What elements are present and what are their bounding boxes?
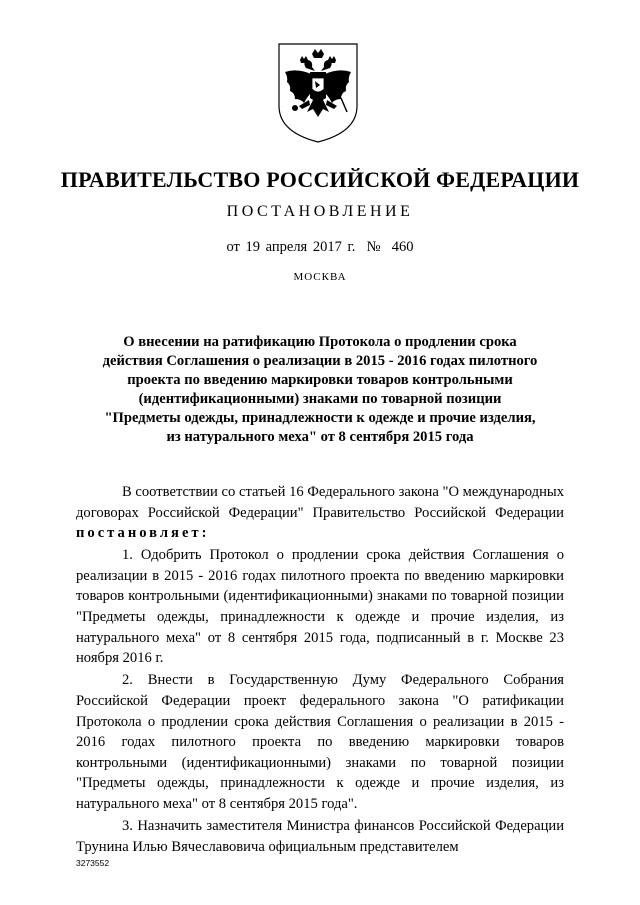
document-type: ПОСТАНОВЛЕНИЕ — [226, 203, 414, 220]
heading-line: (идентификационными) знаками по товарной позиции — [138, 391, 502, 407]
government-title: ПРАВИТЕЛЬСТВО РОССИЙСКОЙ ФЕДЕРАЦИИ — [60, 167, 580, 192]
item-2-paragraph: 2. Внести в Государственную Думу Федерального Собрания Российской Федерации проект федерального закона "О ратификации Протокола о продлении срока действия Соглашения о реализации в 2015 - 2016 годах пилотного проекта по введению маркировки товаров контрольными (идентификационными) знаками по товарной позиции "Предметы одежды, принадлежности к одежде и прочие изделия, из натурального меха" от 8 сентября 2015 года". — [76, 672, 564, 812]
heading-line: из натурального меха" от 8 сентября 2015 года — [166, 429, 474, 445]
intro-text: В соответствии со статьей 16 Федерального закона "О международных договорах Российской Федерации" Правительство Российской Федерации — [76, 484, 564, 521]
item-1-paragraph: 1. Одобрить Протокол о продлении срока действия Соглашения о реализации в 2015 - 2016 годах пилотного проекта по введению маркировки товаров контрольными (идентификационными) знаками по товарной позиции "Предметы одежды, принадлежности к одежде и прочие изделия, из натурального меха" от 8 сентября 2015 года, подписанный в г. Москве 23 ноября 2016 г. — [76, 547, 564, 667]
coat-of-arms-icon — [275, 40, 361, 146]
heading-line: действия Соглашения о реализации в 2015 - 2016 годах пилотного — [102, 353, 538, 369]
document-body — [76, 482, 564, 859]
heading-line: О внесении на ратификацию Протокола о продлении срока — [123, 334, 517, 350]
heading-line: "Предметы одежды, принадлежности к одежде и прочие изделия, — [104, 410, 536, 426]
intro-paragraph — [76, 482, 564, 544]
resolve-keyword: постановляет: — [76, 525, 210, 542]
item-3-paragraph: 3. Назначить заместителя Министра финансов Российской Федерации Трунина Илью Вячеславовича официальным представителем — [76, 818, 564, 855]
document-city: МОСКВА — [293, 271, 347, 283]
heading-line: проекта по введению маркировки товаров контрольными — [127, 372, 513, 388]
document-date-number: от 19 апреля 2017 г. № 460 — [226, 239, 414, 255]
document-code: 3273552 — [76, 858, 110, 868]
document-heading — [76, 333, 564, 447]
